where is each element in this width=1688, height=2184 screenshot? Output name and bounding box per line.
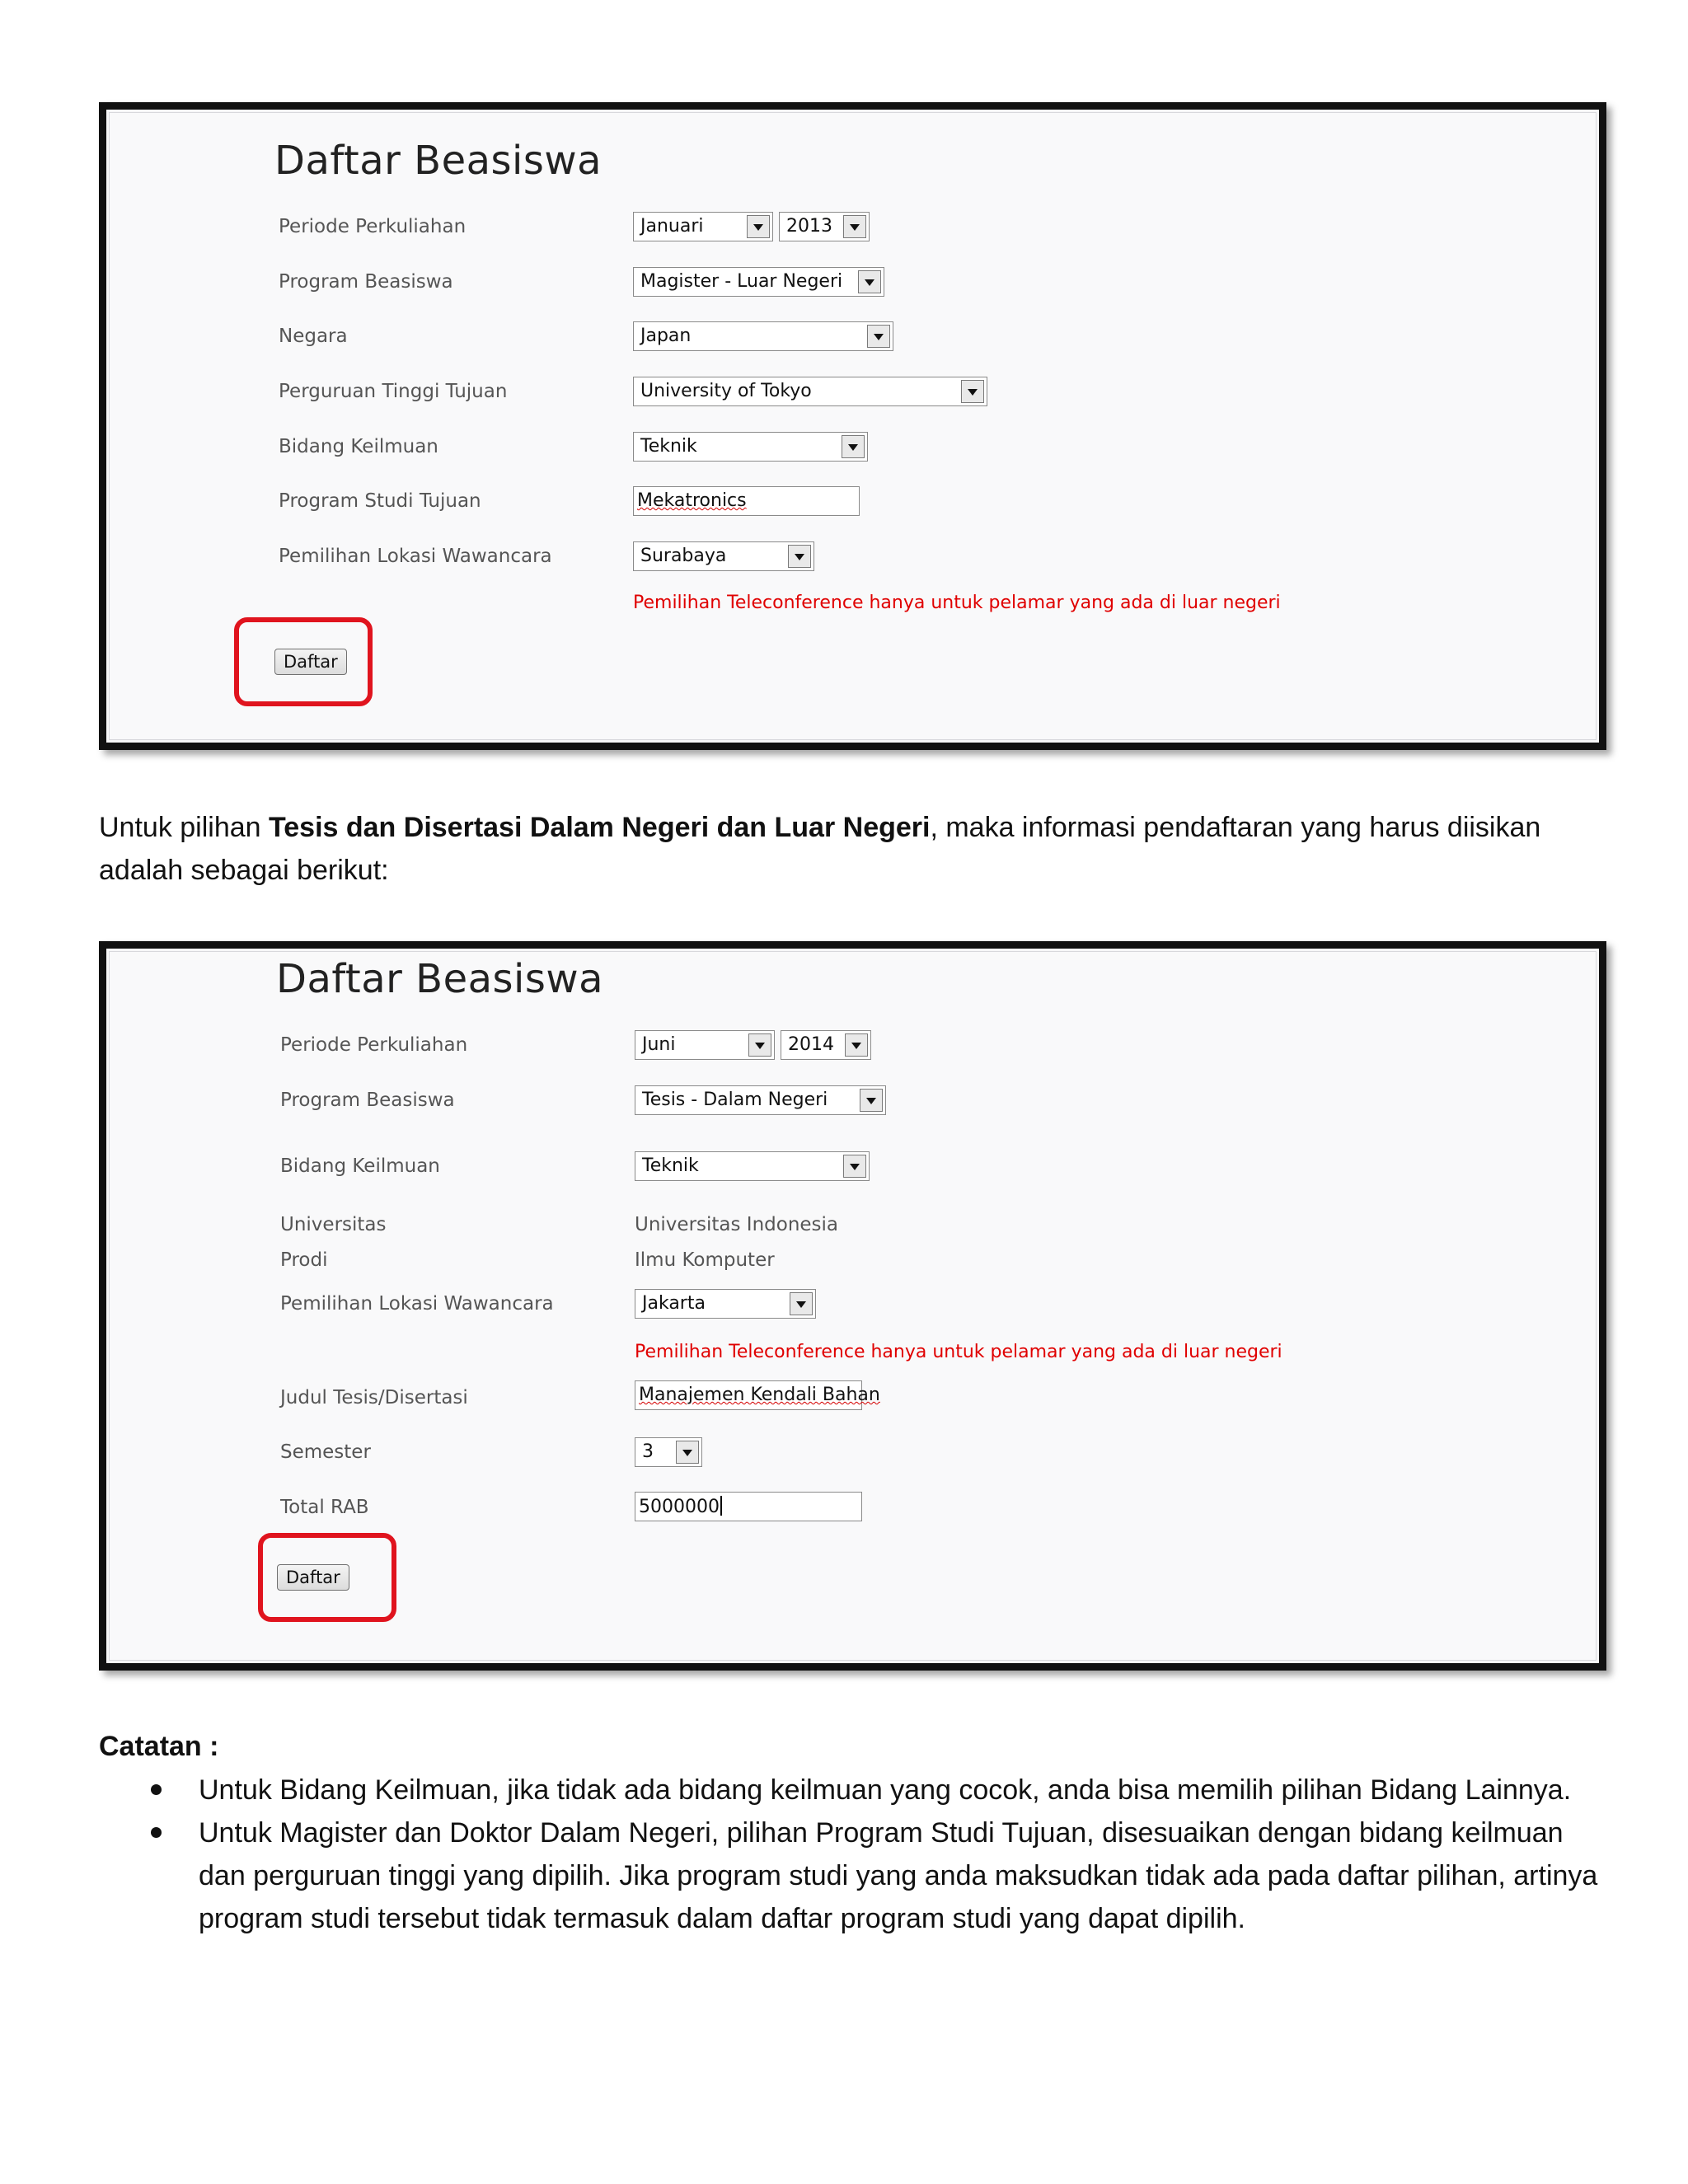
rab-input-value (639, 1496, 722, 1517)
judul-input-value: Manajemen Kendali Bahan (639, 1385, 880, 1405)
chevron-down-icon[interactable] (845, 1033, 868, 1057)
periode-year-value: 2014 (788, 1034, 834, 1055)
program-value: Tesis - Dalam Negeri (642, 1090, 828, 1110)
chevron-down-icon[interactable] (843, 1155, 866, 1178)
prodi-input[interactable] (633, 486, 860, 516)
periode-year-select[interactable] (779, 212, 870, 241)
semester-select[interactable] (635, 1437, 702, 1467)
negara-label: Negara (279, 326, 348, 347)
daftar-button[interactable]: Daftar (274, 649, 347, 675)
chevron-down-icon[interactable] (843, 215, 866, 238)
bullet-icon (151, 1827, 162, 1838)
periode-month-select[interactable] (633, 212, 773, 241)
periode-month-select[interactable] (635, 1030, 775, 1060)
rab-value-text: 5000000 (639, 1497, 720, 1517)
paragraph-bold: Tesis dan Disertasi Dalam Negeri dan Luar Negeri (269, 812, 931, 843)
prodi-label: Program Studi Tujuan (279, 490, 481, 512)
chevron-down-icon[interactable] (788, 545, 811, 568)
teleconference-note: Pemilihan Teleconference hanya untuk pelamar yang ada di luar negeri (633, 593, 1281, 613)
negara-value: Japan (640, 326, 692, 346)
universitas-label: Universitas (280, 1214, 387, 1235)
lokasi-select[interactable] (633, 541, 814, 571)
rab-label: Total RAB (280, 1497, 369, 1518)
intro-paragraph (99, 806, 1607, 892)
notes-list (99, 1769, 1615, 1940)
periode-year-value: 2013 (786, 216, 832, 237)
form-panel (109, 112, 1597, 740)
prodi-value: Ilmu Komputer (635, 1249, 775, 1271)
chevron-down-icon[interactable] (790, 1292, 813, 1315)
form-title: Daftar Beasiswa (276, 956, 604, 1002)
chevron-down-icon[interactable] (842, 435, 865, 458)
list-item-text: Untuk Bidang Keilmuan, jika tidak ada bidang keilmuan yang cocok, anda bisa memilih pilihan Bidang Lainnya. (199, 1774, 1572, 1806)
lokasi-label: Pemilihan Lokasi Wawancara (280, 1293, 554, 1315)
bidang-label: Bidang Keilmuan (279, 436, 438, 457)
list-item (99, 1811, 1615, 1940)
daftar-button[interactable]: Daftar (277, 1564, 349, 1591)
periode-month-value: Januari (640, 216, 704, 237)
prodi-input-value: Mekatronics (637, 490, 747, 511)
chevron-down-icon[interactable] (748, 1033, 771, 1057)
semester-value: 3 (642, 1441, 654, 1462)
chevron-down-icon[interactable] (858, 270, 881, 293)
periode-label: Periode Perkuliahan (280, 1034, 468, 1056)
form-panel (109, 951, 1597, 1661)
lokasi-label: Pemilihan Lokasi Wawancara (279, 546, 552, 567)
lokasi-select[interactable] (635, 1289, 816, 1319)
program-value: Magister - Luar Negeri (640, 271, 843, 292)
lokasi-value: Jakarta (642, 1293, 706, 1314)
periode-month-value: Juni (642, 1034, 676, 1055)
chevron-down-icon[interactable] (676, 1441, 699, 1464)
form-title: Daftar Beasiswa (274, 138, 603, 184)
bidang-value: Teknik (642, 1155, 699, 1176)
negara-select[interactable] (633, 321, 893, 351)
paragraph-text-start: Untuk pilihan (99, 812, 270, 843)
bidang-label: Bidang Keilmuan (280, 1155, 440, 1177)
bullet-icon (151, 1784, 162, 1795)
screenshot-form-magister (99, 102, 1606, 750)
list-item (99, 1769, 1615, 1811)
teleconference-note: Pemilihan Teleconference hanya untuk pelamar yang ada di luar negeri (635, 1342, 1282, 1362)
rab-input[interactable] (635, 1492, 862, 1521)
judul-label: Judul Tesis/Disertasi (280, 1387, 468, 1408)
chevron-down-icon[interactable] (961, 380, 984, 403)
chevron-down-icon[interactable] (747, 215, 770, 238)
universitas-value: Universitas Indonesia (635, 1214, 839, 1235)
paragraph-text-end: , maka informasi pendaftaran yang harus diisikan adalah sebagai berikut: (99, 812, 1541, 886)
program-select[interactable] (635, 1085, 886, 1115)
program-select[interactable] (633, 267, 884, 297)
periode-label: Periode Perkuliahan (279, 216, 467, 237)
pt-select[interactable] (633, 377, 987, 406)
chevron-down-icon[interactable] (860, 1089, 883, 1112)
pt-label: Perguruan Tinggi Tujuan (279, 381, 508, 402)
lokasi-value: Surabaya (640, 546, 727, 566)
notes-heading: Catatan : (99, 1731, 219, 1762)
periode-year-select[interactable] (781, 1030, 871, 1060)
judul-input[interactable] (635, 1380, 880, 1410)
list-item-text: Untuk Magister dan Doktor Dalam Negeri, pilihan Program Studi Tujuan, disesuaikan dengan bidang keilmuan dan perguruan tinggi yang dipilih. Jika program studi yang anda maksudkan tidak ada pada daftar pilihan, artinya program studi tersebut tidak termasuk dalam daftar program studi yang dapat dipilih. (199, 1817, 1598, 1934)
program-label: Program Beasiswa (279, 271, 453, 293)
program-label: Program Beasiswa (280, 1090, 455, 1111)
chevron-down-icon[interactable] (867, 325, 890, 348)
pt-value: University of Tokyo (640, 381, 812, 401)
screenshot-form-tesis (99, 941, 1606, 1671)
prodi-label: Prodi (280, 1249, 328, 1271)
bidang-select[interactable] (633, 432, 868, 462)
text-caret (720, 1496, 722, 1516)
bidang-select[interactable] (635, 1151, 870, 1181)
bidang-value: Teknik (640, 436, 697, 457)
semester-label: Semester (280, 1441, 371, 1463)
